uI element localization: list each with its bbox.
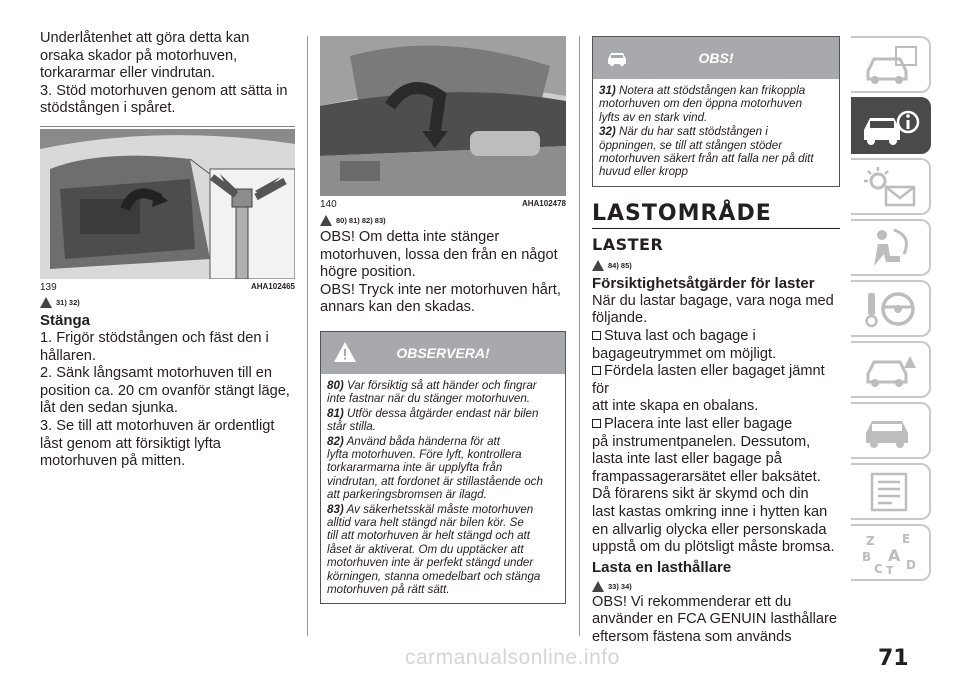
warning-box-header bbox=[321, 332, 565, 374]
svg-text:T: T bbox=[886, 563, 894, 575]
tab-emergency[interactable] bbox=[851, 341, 931, 398]
figure-caption bbox=[320, 199, 566, 210]
chapter-tab-sidebar bbox=[851, 36, 931, 585]
warning-triangle-icon bbox=[320, 215, 332, 226]
note-paragraph: OBS! Om detta inte stänger motorhuven, lossa den från en något högre position. OBS! Tryck inte ner motorhuven hårt, annars kan den skadas. bbox=[320, 229, 561, 316]
alphabetical-index-icon bbox=[860, 531, 920, 575]
page-number: 71 bbox=[878, 646, 909, 671]
figure-140-bonnet-closing bbox=[320, 36, 566, 196]
bonnet-closing-illustration bbox=[320, 36, 566, 196]
caution-box-body bbox=[593, 79, 839, 186]
closing-steps: 1. Frigör stödstången och fäst den i hållaren. 2. Sänk långsamt motorhuven till en position ca. 20 cm ovanför stängt läge, låt den sedan sjunka. 3. Se till att motorhuven är ordentligt låst genom att försiktigt lyfta motorhuven på mitten. bbox=[40, 329, 290, 470]
tab-car-dashboard[interactable] bbox=[851, 36, 931, 93]
warning-item: 81) Utför dessa åtgärder endast när bilen står stilla. bbox=[327, 406, 539, 434]
figure-number: 140 bbox=[320, 199, 337, 210]
steering-wheel-key-icon bbox=[860, 287, 920, 331]
section-title: LASTOMRÅDE bbox=[592, 201, 840, 229]
warning-box-title: OBSERVERA! bbox=[396, 344, 490, 361]
caution-box bbox=[592, 36, 840, 187]
caution-item: 31) Notera att stödstången kan frikoppla motorhuven om den öppna motorhuven lyfts av en stark vind. bbox=[599, 84, 806, 124]
roof-rack-paragraph: OBS! Vi rekommenderar ett du använder en FCA GENUIN lasthållare eftersom fästena som används bbox=[592, 593, 837, 645]
bullet-item: Stuva last och bagage i bagageutrymmet om möjligt. bbox=[592, 328, 777, 362]
warning-reference: 31) 32) bbox=[40, 296, 295, 310]
warning-reference: 33) 34) bbox=[592, 580, 840, 594]
sub-title: LASTER bbox=[592, 234, 664, 254]
car-emergency-icon bbox=[860, 348, 920, 392]
airbag-safety-icon bbox=[860, 226, 920, 270]
car-caution-icon bbox=[605, 45, 629, 69]
figure-139-bonnet-support-rod bbox=[40, 129, 295, 279]
svg-text:B: B bbox=[862, 549, 872, 564]
tab-warning-lights[interactable] bbox=[851, 158, 931, 215]
heading-roof-rack: Lasta en lasthållare bbox=[592, 558, 732, 576]
tab-starting-driving[interactable] bbox=[851, 280, 931, 337]
column-1 bbox=[40, 30, 295, 471]
technical-data-list-icon bbox=[860, 470, 920, 514]
column-divider bbox=[579, 36, 580, 636]
tab-safety[interactable] bbox=[851, 219, 931, 276]
section-heading-close: Stänga bbox=[40, 311, 91, 329]
tab-index[interactable] bbox=[851, 524, 931, 581]
figure-code: AHA102478 bbox=[521, 199, 566, 208]
car-maintenance-icon bbox=[860, 409, 920, 453]
svg-text:C: C bbox=[874, 561, 883, 575]
load-intro: När du lastar bagage, vara noga med följande. bbox=[592, 292, 834, 327]
caution-box-title: OBS! bbox=[698, 50, 734, 66]
warning-box-body bbox=[321, 374, 565, 604]
svg-text:A: A bbox=[888, 545, 901, 565]
bullet-square-icon bbox=[592, 331, 601, 340]
warning-box bbox=[320, 331, 566, 605]
tab-maintenance[interactable] bbox=[851, 402, 931, 459]
caution-box-header bbox=[593, 37, 839, 79]
warning-reference: 84) 85) bbox=[592, 259, 840, 273]
svg-text:D: D bbox=[906, 557, 916, 572]
tab-technical-data[interactable] bbox=[851, 463, 931, 520]
caution-item: 32) När du har satt stödstången i öppningen, se till att stången stöder motorhuven säkert från att falla ner på ditt huvud eller kropp bbox=[599, 125, 814, 179]
warning-reference: 80) 81) 82) 83) bbox=[320, 213, 566, 227]
bullet-item: Fördela lasten eller bagaget jämnt för att inte skapa en obalans. bbox=[592, 363, 825, 415]
watermark: carmanualsonline.info bbox=[405, 646, 620, 669]
car-info-icon bbox=[860, 104, 920, 148]
warning-triangle-icon bbox=[40, 297, 52, 308]
bullet-square-icon bbox=[592, 419, 601, 428]
warning-item: 83) Av säkerhetsskäl måste motorhuven alltid vara helt stängd när bilen kör. Se till att motorhuven är helt stängd och att låset är aktiverat. Om du upptäcker att motorhuven inte är perfekt stängd under körningen, stanna omedelbart och stänga motorhuven på rätt sätt. bbox=[327, 502, 541, 597]
svg-text:Z: Z bbox=[866, 533, 875, 548]
column-3 bbox=[592, 36, 840, 647]
heading-load-precautions: Försiktighetsåtgärder för laster bbox=[592, 274, 815, 292]
figure-number: 139 bbox=[40, 281, 57, 293]
column-divider bbox=[307, 36, 308, 636]
warning-item: 80) Var försiktig så att händer och fingrar inte fastnar när du stänger motorhuven. bbox=[327, 378, 537, 406]
column-2 bbox=[320, 36, 566, 604]
intro-paragraph: Underlåtenhet att göra detta kan orsaka skador på motorhuven, torkararmar eller vindrutan. 3. Stöd motorhuven genom att sätta in stödstången i spåret. bbox=[40, 30, 288, 117]
warning-triangle-icon bbox=[592, 581, 604, 592]
figure-code: AHA102465 bbox=[250, 281, 295, 291]
svg-text:E: E bbox=[902, 531, 911, 546]
figure-caption bbox=[40, 282, 295, 293]
warning-item: 82) Använd båda händerna för att lyfta motorhuven. Före lyft, kontrollera torkararmarna inte är upplyfta från vindrutan, att fordonet är stillastående och att parkeringsbromsen är ilagd. bbox=[327, 434, 543, 502]
bullet-item: Placera inte last eller bagage på instrumentpanelen. Dessutom, lasta inte last eller bagage på frampassagerarsätet eller baksätet. Då förarens sikt är skymd och din last kastas omkring inne i hytten kan en allvarlig olycka eller personskada uppstå om du plötsligt måste bromsa. bbox=[592, 416, 835, 556]
car-dashboard-icon bbox=[860, 43, 920, 87]
bonnet-support-illustration bbox=[40, 129, 295, 279]
warning-triangle-icon bbox=[333, 340, 357, 364]
bullet-square-icon bbox=[592, 366, 601, 375]
tab-car-info[interactable] bbox=[851, 97, 931, 154]
warning-triangle-icon bbox=[592, 260, 604, 271]
warning-lights-message-icon bbox=[860, 165, 920, 209]
